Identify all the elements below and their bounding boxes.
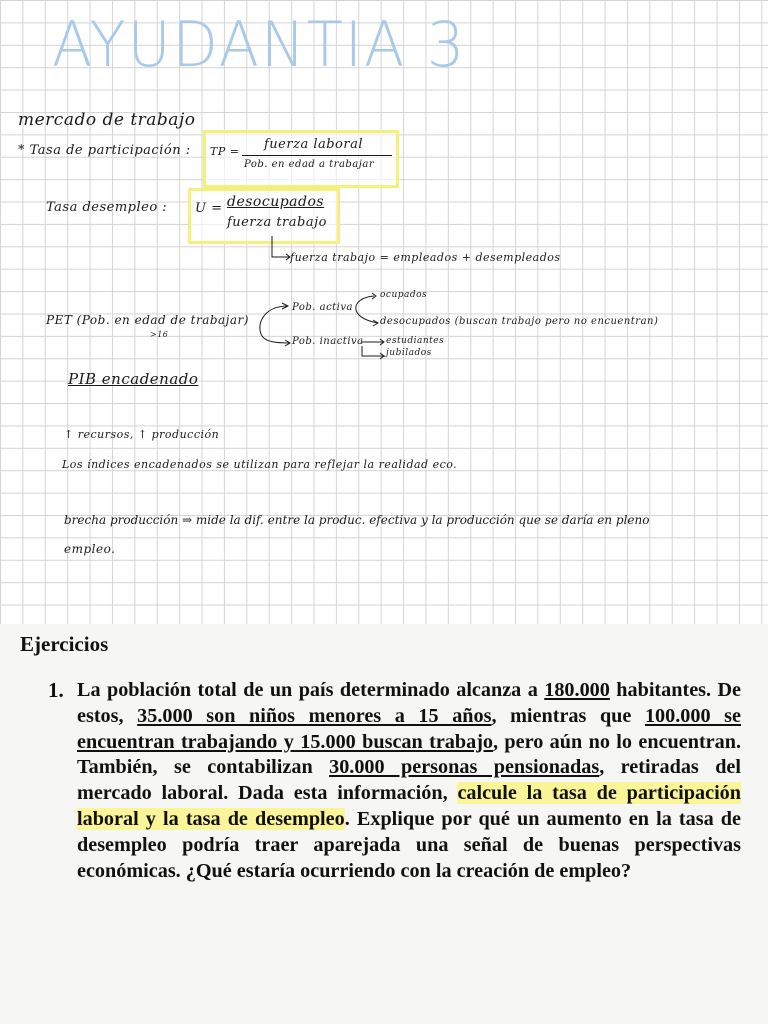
exercise-number: 1. xyxy=(48,678,64,702)
exercise-text-segment: habitantes. De estos, xyxy=(77,679,742,727)
pet-label: PET (Pob. en edad de trabajar) xyxy=(46,313,249,327)
brecha-line-1: brecha producción ⇒ mide la dif. entre la produc. efectiva y la producción que se daría en pleno xyxy=(64,513,650,527)
exercise-text-segment: , retiradas del mercado laboral. Dada esta información, xyxy=(77,756,741,805)
exercise-panel xyxy=(0,624,768,1024)
underlined-text: 30.000 personas pensionadas xyxy=(329,756,600,779)
u-label: Tasa desempleo : xyxy=(46,200,168,215)
exercise-text-segment: , pero aún no lo encuentran. También, se contabilizan xyxy=(77,730,741,779)
underlined-text: 180.000 xyxy=(544,679,610,701)
u-numerator: desocupados xyxy=(227,194,325,210)
exercise-text-segment: , mientras que xyxy=(491,704,645,727)
exercise-text-segment: La población total de un país determinado alcanza a xyxy=(77,679,538,701)
tp-label: * Tasa de participación : xyxy=(18,143,191,158)
tp-formula-box xyxy=(203,130,399,188)
pet-age: >16 xyxy=(150,330,169,339)
pob-inactiva: Pob. inactiva xyxy=(292,336,364,347)
u-symbol: U = xyxy=(195,201,223,216)
page-title: AYUDANTIA 3 xyxy=(52,8,467,81)
exercise-text xyxy=(77,678,741,884)
pib-title: PIB encadenado xyxy=(68,370,199,388)
tp-fraction-line xyxy=(242,155,392,156)
underlined-text: 35.000 son niños menores a 15 años xyxy=(137,704,492,727)
brecha-line-2: empleo. xyxy=(64,542,116,556)
pib-line-1: ↑ recursos, ↑ producción xyxy=(64,428,220,441)
jubilados: jubilados xyxy=(386,348,432,358)
fuerza-trabajo-definition: fuerza trabajo = empleados + desempleados xyxy=(290,251,561,264)
highlighted-text: calcule la tasa de participación laboral y la tasa de desempleo xyxy=(77,782,741,830)
exercises-heading: Ejercicios xyxy=(20,632,109,656)
tp-numerator: fuerza laboral xyxy=(264,137,364,152)
u-denominator: fuerza trabajo xyxy=(227,215,327,230)
desocupados: desocupados (buscan trabajo pero no encuentran) xyxy=(380,316,659,327)
section-mercado-trabajo: mercado de trabajo xyxy=(18,110,196,130)
pib-line-2: Los índices encadenados se utilizan para reflejar la realidad eco. xyxy=(62,458,458,471)
tp-symbol: TP = xyxy=(210,145,240,158)
u-formula-box xyxy=(188,188,340,244)
exercise-text-segment: . Explique por qué un aumento en la tasa de desempleo podría traer aparejada una señal de buenas perspectivas económicas. ¿Qué estaría ocurriendo con la creación de empleo? xyxy=(77,807,741,882)
underlined-text: 100.000 se encuentran trabajando y 15.000 buscan trabajo xyxy=(77,704,741,753)
tp-denominator: Pob. en edad a trabajar xyxy=(244,159,375,170)
estudiantes: estudiantes xyxy=(386,336,445,346)
pob-activa: Pob. activa xyxy=(292,302,353,313)
ocupados: ocupados xyxy=(380,290,428,300)
